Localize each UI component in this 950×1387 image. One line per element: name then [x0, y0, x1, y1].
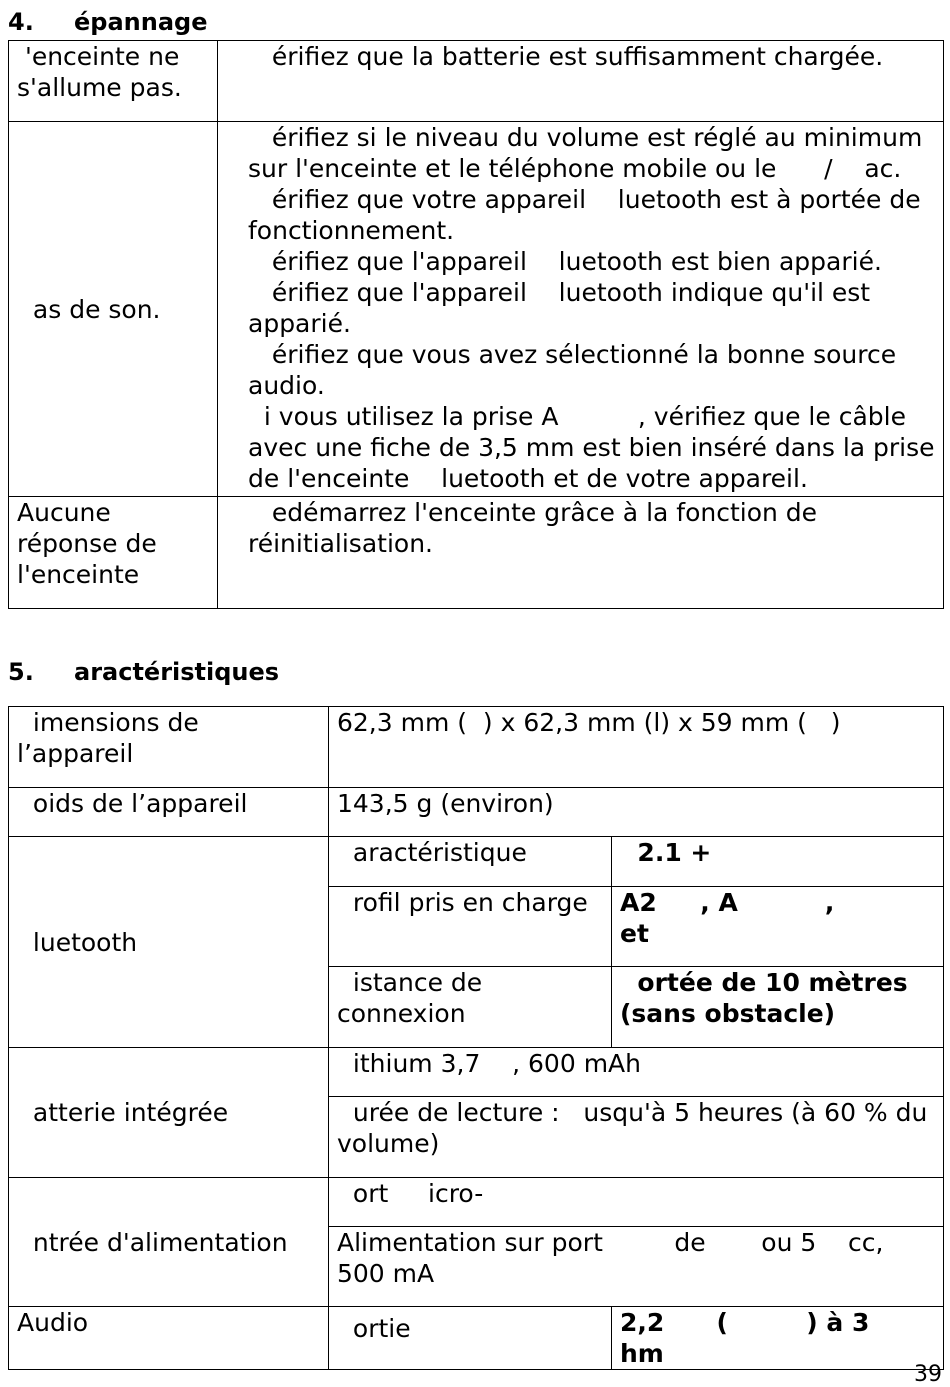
section-4-number: 4.	[8, 8, 34, 36]
spec-value-cell	[612, 887, 944, 967]
power-port: ort icro-	[337, 1179, 484, 1208]
problem-text: Aucune réponse de l'enceinte	[17, 498, 157, 589]
bt-characteristic-label: aractéristique	[337, 838, 527, 867]
table-row	[9, 788, 944, 837]
spec-value-cell	[329, 707, 944, 788]
section-5-number: 5.	[8, 658, 34, 686]
solution-cell	[218, 41, 944, 122]
page-number: 39	[914, 1362, 942, 1387]
spec-value-cell	[329, 1178, 944, 1227]
spec-value-cell	[329, 1227, 944, 1307]
specifications-table	[8, 706, 944, 1370]
table-row	[9, 707, 944, 788]
dimensions-label: imensions de l’appareil	[17, 708, 199, 768]
solution-text: érifiez que la batterie est suffisamment chargée.	[248, 42, 884, 71]
spec-sublabel-cell	[329, 967, 612, 1048]
solution-text: edémarrez l'enceinte grâce à la fonction de réinitialisation.	[248, 498, 818, 558]
table-row	[9, 497, 944, 609]
battery-label: atterie intégrée	[17, 1098, 229, 1127]
spec-label-cell	[9, 1307, 329, 1370]
battery-type: ithium 3,7 , 600 mAh	[337, 1049, 641, 1078]
battery-duration: urée de lecture : usqu'à 5 heures (à 60 % du volume)	[337, 1098, 928, 1158]
spec-value-cell	[329, 788, 944, 837]
spec-label-cell	[9, 1048, 329, 1178]
problem-text: as de son.	[17, 294, 161, 324]
table-row	[9, 1048, 944, 1097]
table-row	[9, 1178, 944, 1227]
solution-cell	[218, 122, 944, 497]
problem-cell	[9, 497, 218, 609]
bt-distance-value: ortée de 10 mètres (sans obstacle)	[620, 968, 908, 1028]
section-4-heading	[8, 8, 207, 36]
audio-output-label: ortie	[337, 1314, 411, 1343]
spec-sublabel-cell	[329, 837, 612, 887]
bt-distance-label: istance de connexion	[337, 968, 483, 1028]
solution-text: érifiez si le niveau du volume est réglé au minimum sur l'enceinte et le téléphone mobile ou le / ac. érifiez que votre appareil luetooth est à portée de fonctionnement. érifiez que l'appareil luetooth est bien apparié. érifiez que l'appareil luetooth indique qu'il est apparié. érifiez que vous avez sélectionné la bonne source audio. i vous utilisez la prise A , vérifiez que le câble avec une fiche de 3,5 mm est bien inséré dans la prise de l'enceinte luetooth et de votre appareil.	[248, 123, 935, 493]
weight-value: 143,5 g (environ)	[337, 789, 554, 818]
bluetooth-label: luetooth	[17, 927, 138, 957]
table-row	[9, 122, 944, 497]
audio-output-value: 2,2 ( ) à 3 hm	[620, 1308, 905, 1368]
bt-profile-value: A2 , A , et	[620, 888, 913, 948]
spec-label-cell	[9, 1178, 329, 1307]
solution-cell	[218, 497, 944, 609]
spec-sublabel-cell	[329, 1307, 612, 1370]
table-row	[9, 837, 944, 887]
power-supply: Alimentation sur port de ou 5 cc, 500 mA	[337, 1228, 884, 1288]
spec-value-cell	[612, 967, 944, 1048]
section-5-title: aractéristiques	[74, 658, 280, 686]
section-5-heading	[8, 658, 279, 686]
spec-value-cell	[612, 1307, 944, 1370]
spec-label-cell	[9, 788, 329, 837]
spec-value-cell	[329, 1048, 944, 1097]
power-label: ntrée d'alimentation	[17, 1227, 288, 1257]
spec-value-cell	[612, 837, 944, 887]
weight-label: oids de l’appareil	[17, 789, 248, 818]
spec-label-cell	[9, 707, 329, 788]
troubleshooting-table	[8, 40, 944, 609]
bt-characteristic-value: 2.1 +	[620, 838, 712, 867]
problem-cell	[9, 122, 218, 497]
table-row	[9, 1307, 944, 1370]
problem-cell	[9, 41, 218, 122]
spec-sublabel-cell	[329, 887, 612, 967]
dimensions-value: 62,3 mm ( ) x 62,3 mm (l) x 59 mm ( )	[337, 708, 841, 737]
bt-profile-label: rofil pris en charge	[337, 888, 588, 917]
problem-text: 'enceinte ne s'allume pas.	[17, 42, 182, 102]
table-row	[9, 41, 944, 122]
section-4-title: épannage	[74, 8, 208, 36]
audio-label: Audio	[17, 1308, 89, 1337]
spec-value-cell	[329, 1097, 944, 1178]
spec-label-cell	[9, 837, 329, 1048]
